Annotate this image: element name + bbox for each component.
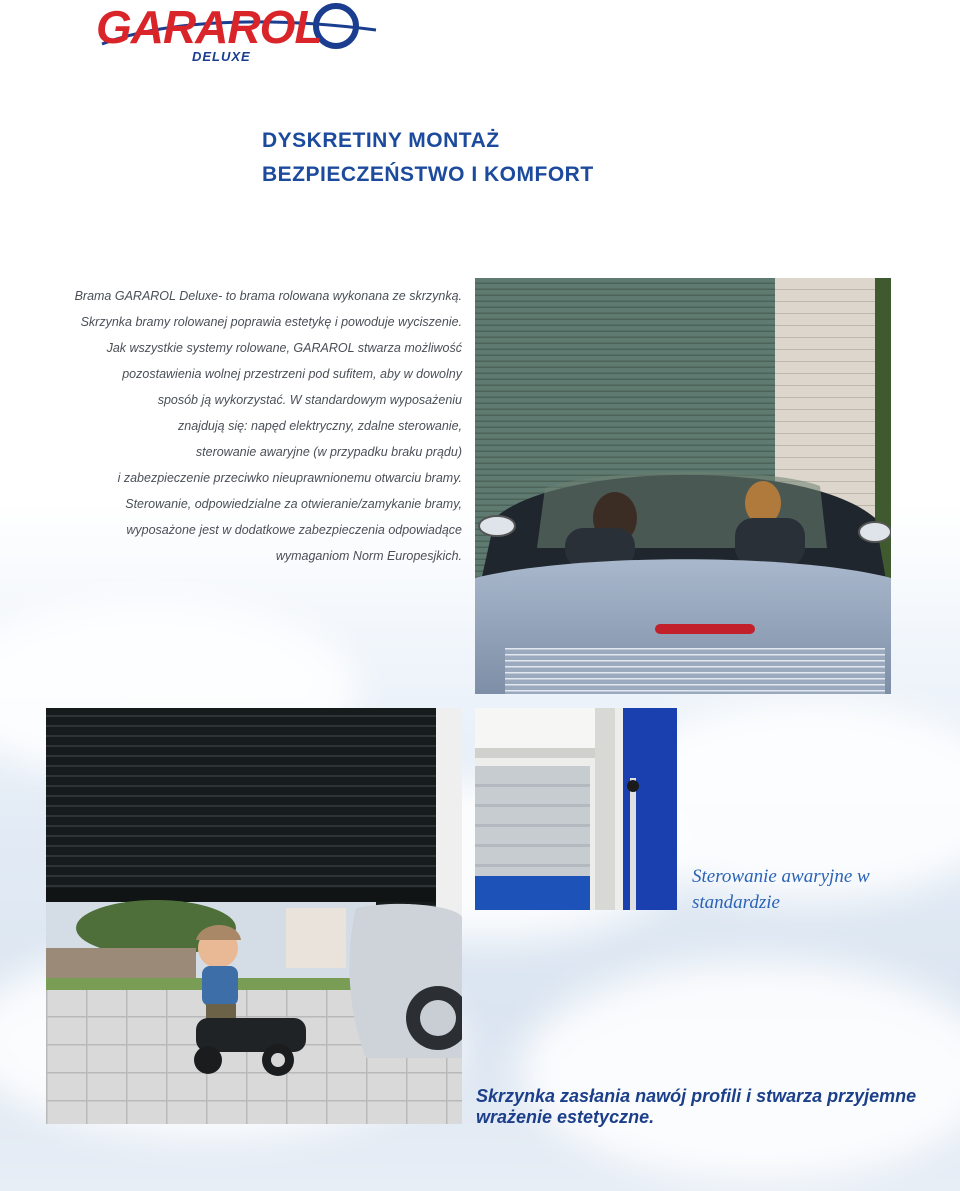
body-line: Sterowanie, odpowiedzialne za otwieranie/zamykanie bramy,	[125, 497, 462, 511]
body-line: Skrzynka bramy rolowanej poprawia estetykę i powoduje wyciszenie.	[80, 315, 462, 329]
page-title-line2: BEZPIECZEŃSTWO I KOMFORT	[262, 163, 594, 186]
body-line: pozostawienia wolnej przestrzeni pod sufitem, aby w dowolny	[122, 367, 462, 381]
car-garage-photo	[475, 278, 891, 694]
body-line: wymaganiom Norm Europesjkich.	[275, 549, 462, 563]
logo-brand-text: GARAROL	[96, 1, 322, 53]
body-line: i zabezpieczenie przeciwko nieuprawnionemu otwarciu bramy.	[117, 471, 462, 485]
child-garage-photo	[46, 708, 462, 1124]
roller-box-caption: Skrzynka zasłania nawój profili i stwarza przyjemne wrażenie estetyczne.	[476, 1086, 917, 1127]
roller-box-photo	[475, 708, 677, 910]
body-line: sposób ją wykorzystać. W standardowym wyposażeniu	[157, 393, 462, 407]
body-line: Jak wszystkie systemy rolowane, GARAROL stwarza możliwość	[106, 341, 462, 355]
emergency-control-caption: Sterowanie awaryjne w standardzie	[692, 866, 870, 913]
page-title-line1: DYSKRETINY MONTAŻ	[262, 129, 500, 152]
description-paragraph	[30, 283, 462, 569]
body-line: Brama GARAROL Deluxe- to brama rolowana wykonana ze skrzynką.	[74, 289, 462, 303]
body-line: sterowanie awaryjne (w przypadku braku prądu)	[195, 445, 462, 459]
body-line: znajdują się: napęd elektryczny, zdalne sterowanie,	[178, 419, 462, 433]
gararol-logo	[96, 0, 386, 66]
body-line: wyposażone jest w dodatkowe zabezpieczenia odpowiadące	[126, 523, 462, 537]
logo-deluxe-text: DELUXE	[192, 49, 251, 64]
